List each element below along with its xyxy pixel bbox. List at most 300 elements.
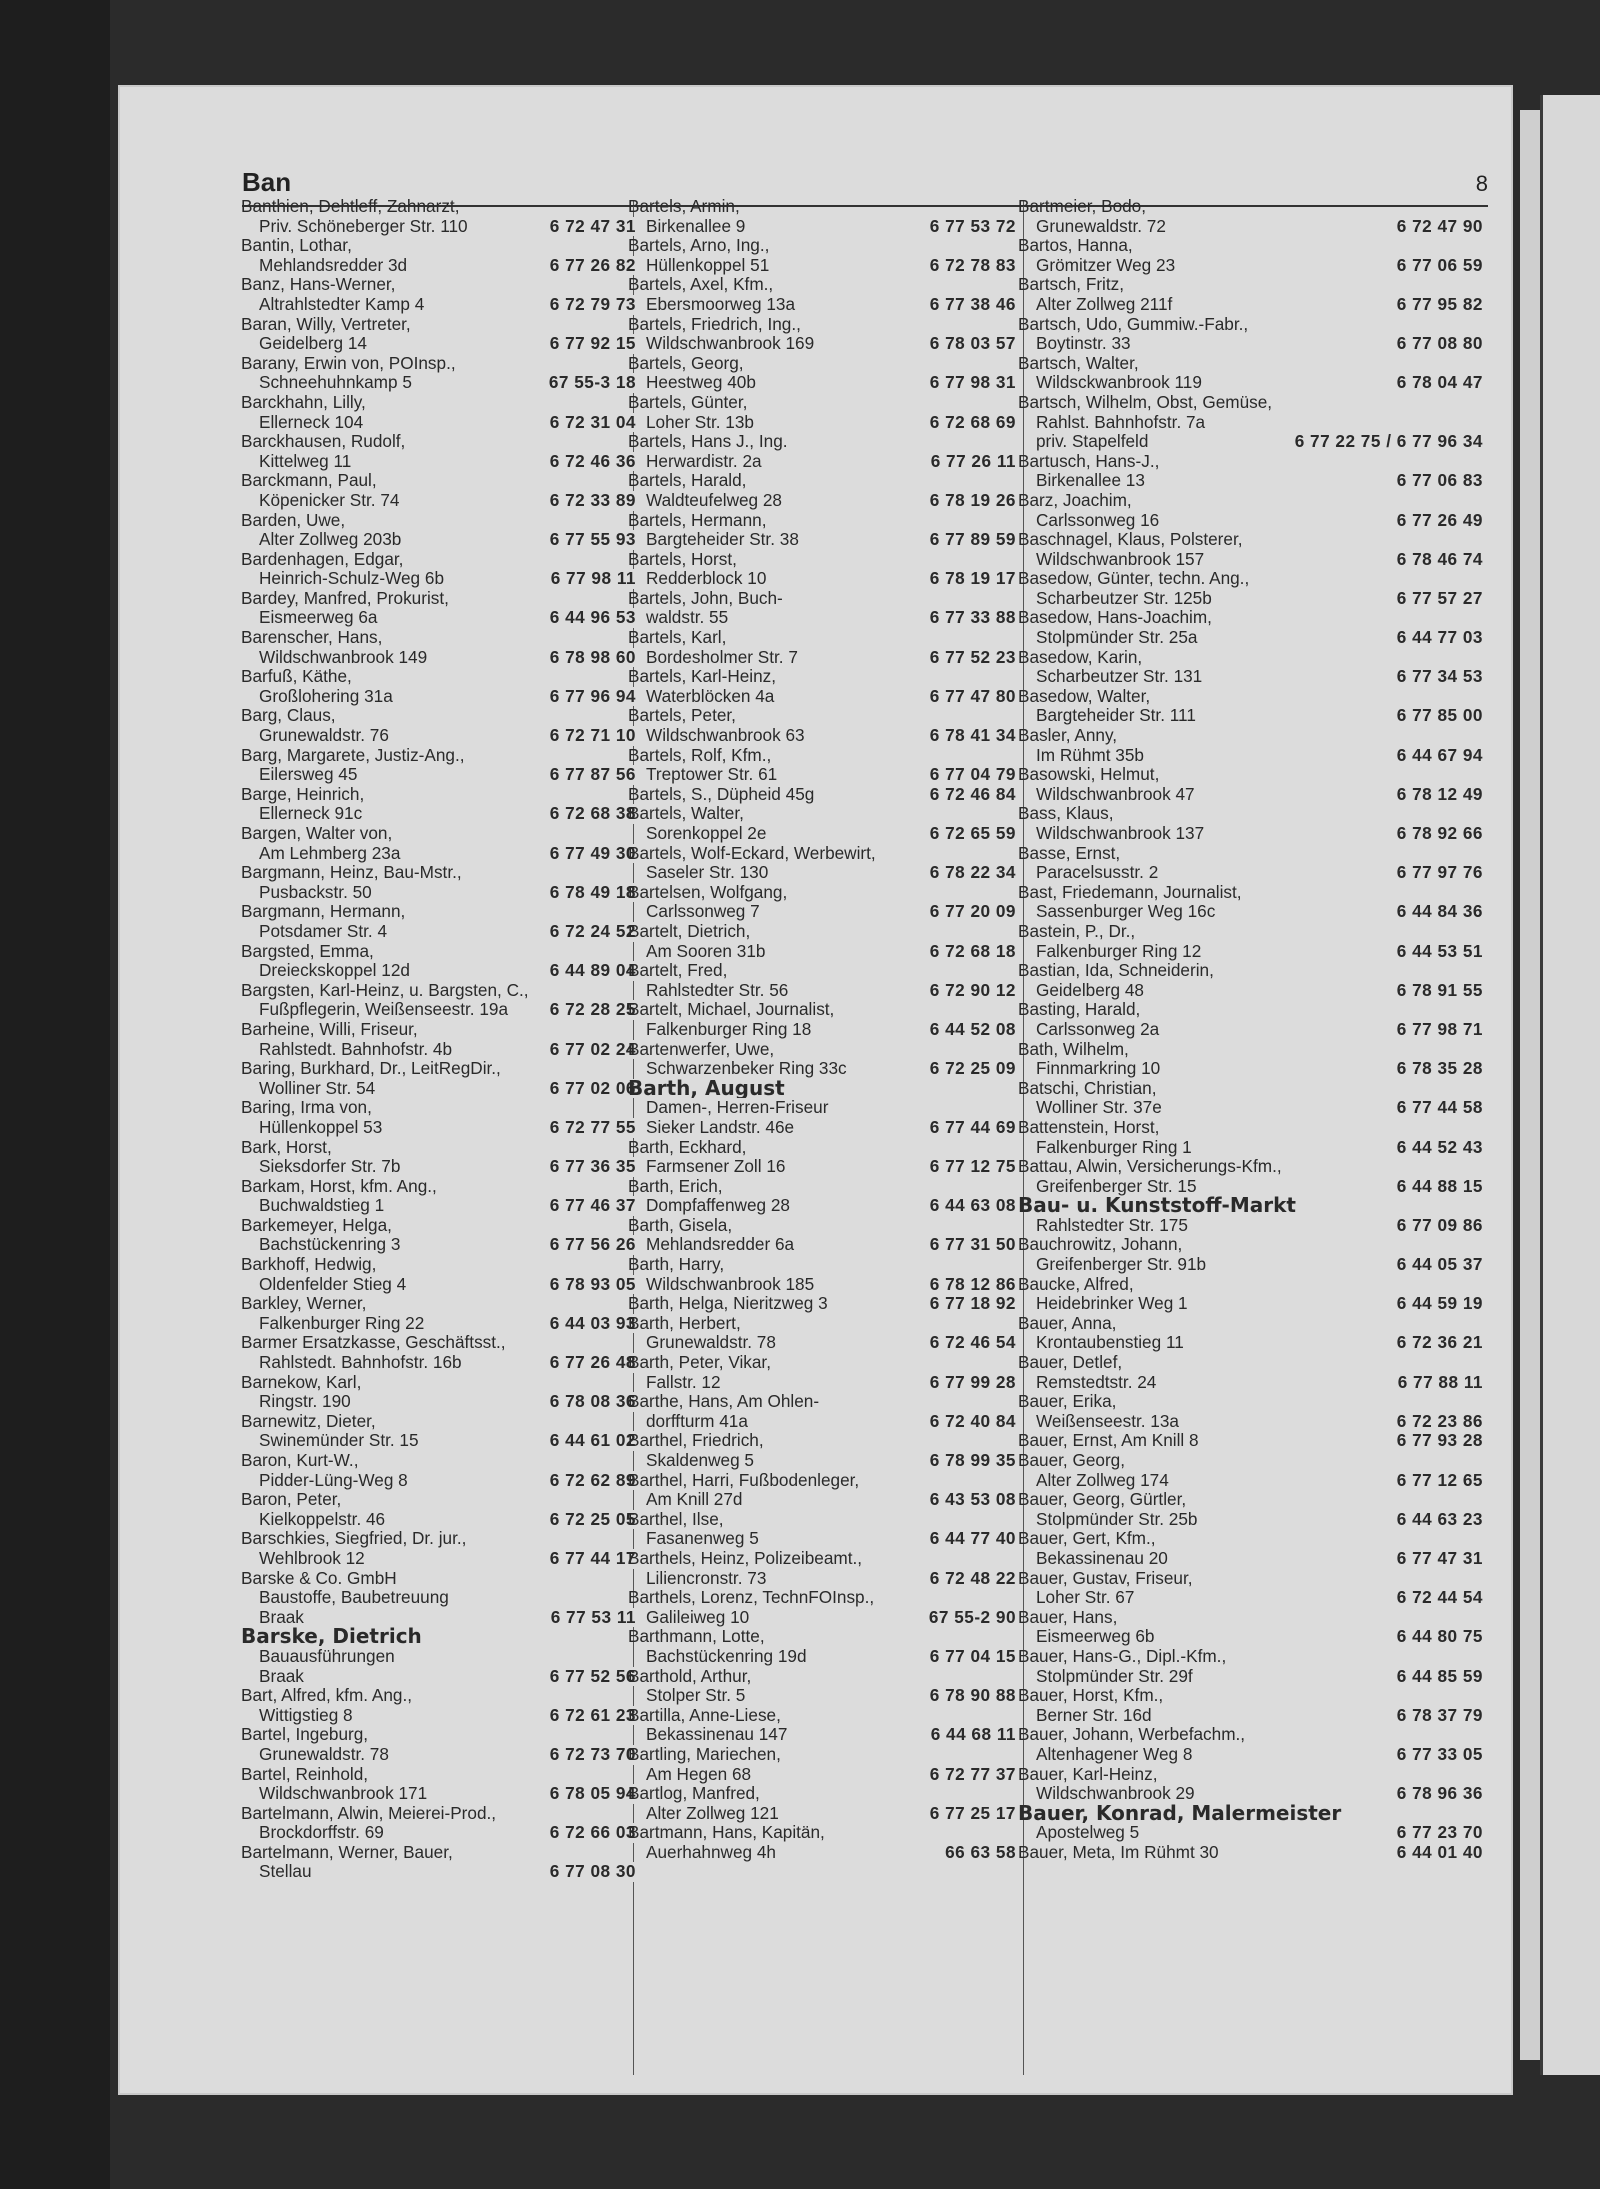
entry-phone: 6 78 03 57 [926,334,1016,354]
entry-name: Bauer, Meta, Im Rühmt 30 [1018,1842,1219,1862]
entry-address: Stolpmünder Str. 25a [1036,628,1198,648]
directory-entry [241,746,636,785]
entry-phone: 6 77 26 49 [1393,511,1483,531]
entry-name: Barske, Dietrich [241,1627,422,1647]
entry-name: Bartenwerfer, Uwe, [628,1039,775,1059]
directory-entry [1018,648,1483,687]
directory-entry [241,354,636,393]
directory-entry [1018,1725,1483,1764]
entry-name: Bauer, Gert, Kfm., [1018,1529,1156,1549]
entry-address: Pidder-Lüng-Weg 8 [259,1470,408,1490]
entry-phone: 6 72 65 59 [926,824,1016,844]
entry-address: Großlohering 31a [259,686,393,706]
entry-address: Schwarzenbeker Ring 33c [646,1059,847,1079]
entry-address: Bauausführungen [259,1646,395,1666]
directory-entry [241,785,636,824]
directory-entry [628,589,1016,628]
entry-address: Weißenseestr. 13a [1036,1411,1179,1431]
entry-address: Alter Zollweg 203b [259,530,402,550]
entry-phone: 6 78 96 36 [1393,1784,1483,1804]
entry-phone: 6 44 77 03 [1393,628,1483,648]
directory-entry [241,981,636,1020]
entry-name: Barth, Erich, [628,1176,723,1196]
directory-page [118,85,1513,2095]
entry-phone: 6 78 41 34 [926,726,1016,746]
entry-address: Wildschwanbrook 157 [1036,549,1205,569]
entry-phone: 6 77 23 70 [1393,1823,1483,1843]
entry-name: Bart, Alfred, kfm. Ang., [241,1686,412,1706]
entry-name: Bartels, John, Buch- [628,588,783,608]
entry-address: Braak [259,1666,304,1686]
entry-phone: 6 43 53 08 [926,1490,1016,1510]
entry-phone: 6 44 68 11 [927,1725,1016,1745]
entry-address: Ellerneck 104 [259,412,364,432]
entry-name: Bardenhagen, Edgar, [241,549,404,569]
directory-entry [1018,726,1483,765]
entry-address: Skaldenweg 5 [646,1451,754,1470]
directory-entry [628,393,1016,432]
entry-phone: 6 72 90 12 [926,981,1016,1001]
entry-phone: 6 72 46 54 [926,1333,1016,1353]
directory-entry [1018,1686,1483,1725]
entry-phone: 6 78 08 36 [546,1392,636,1412]
entry-phone: 6 77 93 28 [1393,1431,1483,1451]
directory-entry [241,1843,636,1882]
entry-address: Grunewaldstr. 78 [259,1744,389,1764]
directory-entry [1018,1353,1483,1392]
entry-address: Altenhagener Weg 8 [1036,1744,1193,1764]
entry-name: Bartels, Karl, [628,628,727,648]
entry-phone: 6 77 96 94 [546,687,636,707]
entry-name: Bartels, Peter, [628,706,736,726]
entry-phone: 6 77 02 06 [546,1079,636,1099]
directory-entry [628,706,1016,745]
entry-phone: 6 44 52 43 [1393,1138,1483,1158]
entry-phone: 6 44 63 23 [1393,1510,1483,1530]
directory-entry [628,236,1016,275]
entry-name: Barkley, Werner, [241,1294,367,1314]
entry-name: Bauer, Georg, [1018,1451,1126,1470]
directory-entry [1018,804,1483,843]
entry-phone: 6 44 53 51 [1393,942,1483,962]
directory-entry [628,1079,1016,1138]
entry-address: Bekassinenau 147 [646,1725,788,1745]
entry-address: Am Lehmberg 23a [259,843,401,863]
entry-name: Bartelt, Fred, [628,961,728,981]
entry-name: Bartelmann, Alwin, Meierei-Prod., [241,1803,497,1823]
entry-phone: 66 63 58 [941,1843,1016,1863]
directory-entry [241,589,636,628]
directory-entry [241,511,636,550]
entry-phone: 6 72 66 03 [546,1823,636,1843]
directory-entry [1018,1118,1483,1157]
entry-phone: 6 44 63 08 [926,1196,1016,1216]
entry-name: Barkam, Horst, kfm. Ang., [241,1176,437,1196]
entry-address: Baustoffe, Baubetreuung [259,1588,449,1608]
entry-name: Barthels, Heinz, Polizeibeamt., [628,1548,863,1568]
entry-phone: 6 78 46 74 [1393,550,1483,570]
directory-entry [241,667,636,706]
entry-address: Eismeerweg 6a [259,608,378,628]
guide-word: Ban [242,167,292,197]
entry-name: Basedow, Karin, [1018,647,1143,667]
directory-entry [628,432,1016,471]
entry-phone: 6 44 77 40 [926,1529,1016,1549]
entry-name: Bartels, Wolf-Eckard, Werbewirt, [628,843,876,863]
entry-phone: 6 77 12 75 [926,1157,1016,1177]
entry-name: Barthels, Lorenz, TechnFOInsp., [628,1588,875,1608]
entry-address: Sieker Landstr. 46e [646,1117,795,1137]
directory-entry [628,197,1016,236]
directory-entry [628,1706,1016,1745]
entry-name: Bartilla, Anne-Liese, [628,1705,781,1725]
entry-name: Bardey, Manfred, Prokurist, [241,588,449,608]
entry-phone: 6 77 49 30 [546,844,636,864]
entry-address: Heidebrinker Weg 1 [1036,1294,1188,1314]
directory-entry [1018,1451,1483,1490]
directory-entry [1018,1040,1483,1079]
directory-entry [1018,197,1483,236]
entry-name: Bartels, Georg, [628,353,744,373]
entry-phone: 6 44 80 75 [1393,1627,1483,1647]
entry-address: Loher Str. 13b [646,412,754,432]
entry-address: Wittigstieg 8 [259,1705,353,1725]
entry-address: Scharbeutzer Str. 131 [1036,667,1203,687]
entry-phone: 6 77 55 93 [546,530,636,550]
entry-address: Mehlandsredder 3d [259,255,408,275]
entry-phone: 6 72 46 36 [546,452,636,472]
entry-address: Hüllenkoppel 51 [646,255,770,275]
entry-phone: 6 77 26 48 [546,1353,636,1373]
entry-address: Bachstückenring 3 [259,1235,401,1255]
entry-address: Finnmarkring 10 [1036,1059,1161,1079]
entry-name: Basting, Harald, [1018,1000,1141,1020]
entry-name: Barschkies, Siegfried, Dr. jur., [241,1529,467,1549]
entry-name: Bartsch, Walter, [1018,353,1139,373]
entry-phone: 6 44 61 02 [546,1431,636,1451]
entry-name: Bartel, Ingeburg, [241,1725,369,1745]
entry-phone: 6 77 87 56 [546,765,636,785]
entry-address: priv. Stapelfeld [1036,432,1149,452]
directory-entry [1018,608,1483,647]
entry-name: Bartels, Hermann, [628,510,767,530]
directory-entry [628,1627,1016,1666]
column-2 [628,197,1016,1862]
entry-address: Fallstr. 12 [646,1372,721,1392]
directory-entry [628,1510,1016,1549]
directory-entry [628,1000,1016,1039]
entry-phone: 6 72 28 25 [546,1000,636,1020]
entry-phone: 6 77 56 26 [546,1235,636,1255]
entry-address: Saseler Str. 130 [646,863,769,883]
entry-phone: 6 44 88 15 [1393,1177,1483,1197]
entry-address: Falkenburger Ring 22 [259,1313,425,1333]
entry-name: Bartelt, Michael, Journalist, [628,1000,835,1020]
entry-phone: 6 44 01 40 [1393,1843,1483,1863]
directory-entry [628,275,1016,314]
entry-phone: 6 78 19 26 [926,491,1016,511]
entry-address: Stellau [259,1862,312,1882]
entry-name: Bartels, Hans J., Ing. [628,432,788,452]
entry-name: Basler, Anny, [1018,726,1118,746]
directory-entry [241,1177,636,1216]
entry-phone: 6 72 33 89 [546,491,636,511]
entry-address: Am Hegen 68 [646,1764,752,1784]
entry-name: Bartling, Mariechen, [628,1744,781,1764]
entry-address: Carlssonweg 7 [646,902,760,922]
entry-address: Wildschwanbrook 47 [1036,784,1195,804]
entry-name: Barz, Joachim, [1018,490,1132,510]
directory-entry [241,1138,636,1177]
entry-address: Wildschwanbrook 185 [646,1274,815,1294]
directory-entry [628,1392,1016,1431]
directory-entry [1018,844,1483,883]
directory-entry [628,804,1016,843]
entry-address: Grömitzer Weg 23 [1036,255,1176,275]
entry-phone: 6 77 09 86 [1393,1216,1483,1236]
directory-entry [628,1138,1016,1177]
entry-name: Bauer, Horst, Kfm., [1018,1686,1164,1706]
entry-address: Potsdamer Str. 4 [259,921,388,941]
entry-address: Stolper Str. 5 [646,1686,746,1706]
entry-address: Falkenburger Ring 1 [1036,1137,1192,1157]
entry-address: dorffturm 41a [646,1411,748,1431]
directory-entry [241,863,636,902]
entry-phone: 6 78 90 88 [926,1686,1016,1706]
entry-address: Kittelweg 11 [259,451,352,471]
entry-phone: 6 77 46 37 [546,1196,636,1216]
entry-address: Falkenburger Ring 12 [1036,941,1202,961]
directory-entry [1018,1275,1483,1314]
entry-name: Bartmeier, Bodo, [1018,197,1147,216]
entry-address: Wildsckwanbrook 119 [1036,373,1202,393]
entry-address: Geidelberg 48 [1036,980,1144,1000]
entry-name: Bartelmann, Werner, Bauer, [241,1842,453,1862]
directory-entry [1018,1000,1483,1039]
directory-entry [628,1177,1016,1216]
entry-name: Barany, Erwin von, POInsp., [241,353,456,373]
directory-entry [628,1216,1016,1255]
directory-entry [628,785,1016,805]
directory-entry [1018,922,1483,961]
entry-address: Kielkoppelstr. 46 [259,1509,386,1529]
entry-name: Barckhahn, Lilly, [241,392,366,412]
directory-entry [241,1294,636,1333]
directory-entry [628,1745,1016,1784]
entry-phone: 6 44 89 04 [546,961,636,981]
entry-name: Barheine, Willi, Friseur, [241,1019,418,1039]
entry-name: Bauer, Erika, [1018,1392,1117,1412]
entry-name: Bartelsen, Wolfgang, [628,882,788,902]
entry-name: Bartels, Karl-Heinz, [628,667,777,687]
entry-address: Wildschwanbrook 169 [646,334,815,354]
entry-address: Carlssonweg 2a [1036,1019,1160,1039]
directory-entry [241,1255,636,1294]
entry-phone: 6 77 25 17 [926,1804,1016,1824]
entry-address: Alter Zollweg 174 [1036,1470,1169,1490]
directory-entry [241,550,636,589]
binder-shadow [0,0,110,2189]
entry-address: Schneehuhnkamp 5 [259,373,412,393]
entry-address: Köpenicker Str. 74 [259,490,400,510]
entry-name: Baring, Irma von, [241,1098,372,1118]
entry-phone: 6 77 53 11 [547,1608,636,1628]
entry-name: Bauer, Detlef, [1018,1353,1123,1373]
directory-entry [1018,315,1483,354]
directory-entry [628,1471,1016,1510]
entry-phone: 6 72 24 52 [546,922,636,942]
entry-name: Bartlog, Manfred, [628,1784,760,1804]
directory-entry [628,1667,1016,1706]
entry-name: Bass, Klaus, [1018,804,1114,824]
directory-entry [628,1040,1016,1079]
entry-phone: 6 72 36 21 [1393,1333,1483,1353]
entry-name: Bauer, Gustav, Friseur, [1018,1568,1193,1588]
directory-entry [628,1784,1016,1823]
entry-address: Boytinstr. 33 [1036,334,1131,354]
directory-entry [241,236,636,275]
entry-phone: 6 72 46 84 [926,785,1016,805]
entry-name: Bartels, Harald, [628,471,747,491]
entry-phone: 6 77 12 65 [1393,1471,1483,1491]
entry-address: Im Rühmt 35b [1036,745,1144,765]
entry-phone: 6 77 47 80 [926,687,1016,707]
entry-address: Sorenkoppel 2e [646,824,767,843]
entry-address: Carlssonweg 16 [1036,510,1160,530]
directory-entry [241,1529,636,1568]
entry-phone: 6 78 12 49 [1393,785,1483,805]
entry-address: Buchwaldstieg 1 [259,1196,385,1216]
directory-entry [1018,1079,1483,1118]
directory-entry [1018,1647,1483,1686]
entry-address: Hüllenkoppel 53 [259,1117,383,1137]
directory-entry [241,1569,636,1628]
entry-phone: 6 78 22 34 [926,863,1016,883]
entry-phone: 6 77 20 09 [926,902,1016,922]
entry-name: Barkhoff, Hedwig, [241,1255,377,1275]
entry-address: Wildschwanbrook 171 [259,1784,428,1804]
entry-name: Basedow, Walter, [1018,686,1151,706]
directory-entry [241,275,636,314]
entry-phone: 6 72 62 89 [546,1471,636,1491]
directory-entry [241,1020,636,1059]
entry-name: Barth, Eckhard, [628,1137,747,1157]
entry-name: Bartos, Hanna, [1018,236,1133,256]
directory-entry [241,315,636,354]
entry-phone: 6 72 23 86 [1393,1412,1483,1432]
directory-entry [628,315,1016,354]
entry-address: Bargteheider Str. 111 [1036,706,1196,726]
directory-entry [241,628,636,667]
entry-phone: 6 72 25 05 [546,1510,636,1530]
directory-entry [1018,961,1483,1000]
entry-phone: 6 77 97 76 [1393,863,1483,883]
entry-phone: 6 72 47 31 [546,217,636,237]
directory-entry [241,1059,636,1098]
entry-address: Sieksdorfer Str. 7b [259,1157,401,1177]
directory-entry [1018,687,1483,726]
entry-name: Bartels, Arno, Ing., [628,236,770,256]
entry-address: Wolliner Str. 37e [1036,1098,1162,1118]
directory-entry [1018,1843,1483,1863]
entry-name: Barth, Helga, Nieritzweg 3 [628,1294,828,1314]
directory-entry [628,1314,1016,1353]
entry-phone: 6 77 26 82 [546,256,636,276]
entry-address: Eilersweg 45 [259,765,358,785]
entry-phone: 6 72 71 10 [546,726,636,746]
directory-entry [628,961,1016,1000]
entry-address: Sassenburger Weg 16c [1036,902,1216,922]
entry-address: waldstr. 55 [646,608,729,628]
entry-address: Grunewaldstr. 78 [646,1333,776,1353]
entry-address: Treptower Str. 61 [646,765,778,785]
directory-entry [628,844,1016,883]
entry-phone: 6 77 92 15 [546,334,636,354]
directory-entry [241,1451,636,1490]
directory-entry [1018,354,1483,393]
entry-name: Bargmann, Heinz, Bau-Mstr., [241,863,462,883]
entry-address: Heinrich-Schulz-Weg 6b [259,569,445,589]
entry-address: Stolpmünder Str. 29f [1036,1666,1193,1686]
entry-phone: 6 77 89 59 [926,530,1016,550]
directory-entry [241,942,636,981]
directory-entry [241,1765,636,1804]
entry-phone: 6 44 03 93 [546,1314,636,1334]
directory-entry [241,1490,636,1529]
entry-name: Bartsch, Fritz, [1018,275,1125,295]
entry-phone: 6 77 44 69 [926,1118,1016,1138]
directory-entry [241,1412,636,1451]
entry-address: Birkenallee 9 [646,216,746,236]
entry-name: Bauer, Johann, Werbefachm., [1018,1725,1246,1745]
entry-address: Ebersmoorweg 13a [646,294,796,314]
entry-phone: 6 77 31 50 [926,1235,1016,1255]
entry-name: Bartels, Günter, [628,392,748,412]
entry-phone: 6 78 98 60 [546,648,636,668]
directory-entry [628,511,1016,550]
entry-name: Bath, Wilhelm, [1018,1039,1129,1059]
entry-phone: 6 77 98 31 [926,373,1016,393]
directory-entry [1018,765,1483,804]
entry-phone: 6 78 93 05 [546,1275,636,1295]
entry-name: Baucke, Alfred, [1018,1274,1134,1294]
entry-phone: 6 78 92 66 [1393,824,1483,844]
next-page-edge-outer [1540,95,1600,2075]
directory-entry [628,1431,1016,1470]
entry-name: Baron, Kurt-W., [241,1451,359,1470]
entry-phone: 6 77 98 11 [547,569,636,589]
entry-address: Fußpflegerin, Weißenseestr. 19a [259,1000,509,1020]
directory-entry [241,1373,636,1412]
entry-address: Am Knill 27d [646,1490,743,1510]
entry-name: Bartels, Friedrich, Ing., [628,314,801,334]
entry-name: Barkemeyer, Helga, [241,1215,392,1235]
entry-name: Barnekow, Karl, [241,1372,362,1392]
directory-entry [1018,1529,1483,1568]
directory-entry [1018,530,1483,569]
directory-entry [241,471,636,510]
entry-phone: 6 44 05 37 [1393,1255,1483,1275]
entry-name: Batschi, Christian, [1018,1078,1157,1098]
entry-phone: 6 72 40 84 [926,1412,1016,1432]
directory-entry [628,354,1016,393]
entry-address: Ringstr. 190 [259,1392,351,1412]
entry-name: Bargsten, Karl-Heinz, u. Bargsten, C., [241,980,529,1000]
entry-address: Waldteufelweg 28 [646,490,782,510]
entry-address: Bachstückenring 19d [646,1646,807,1666]
entry-address: Remstedtstr. 24 [1036,1372,1157,1392]
entry-name: Banthien, Dehtleff, Zahnarzt, [241,197,460,216]
